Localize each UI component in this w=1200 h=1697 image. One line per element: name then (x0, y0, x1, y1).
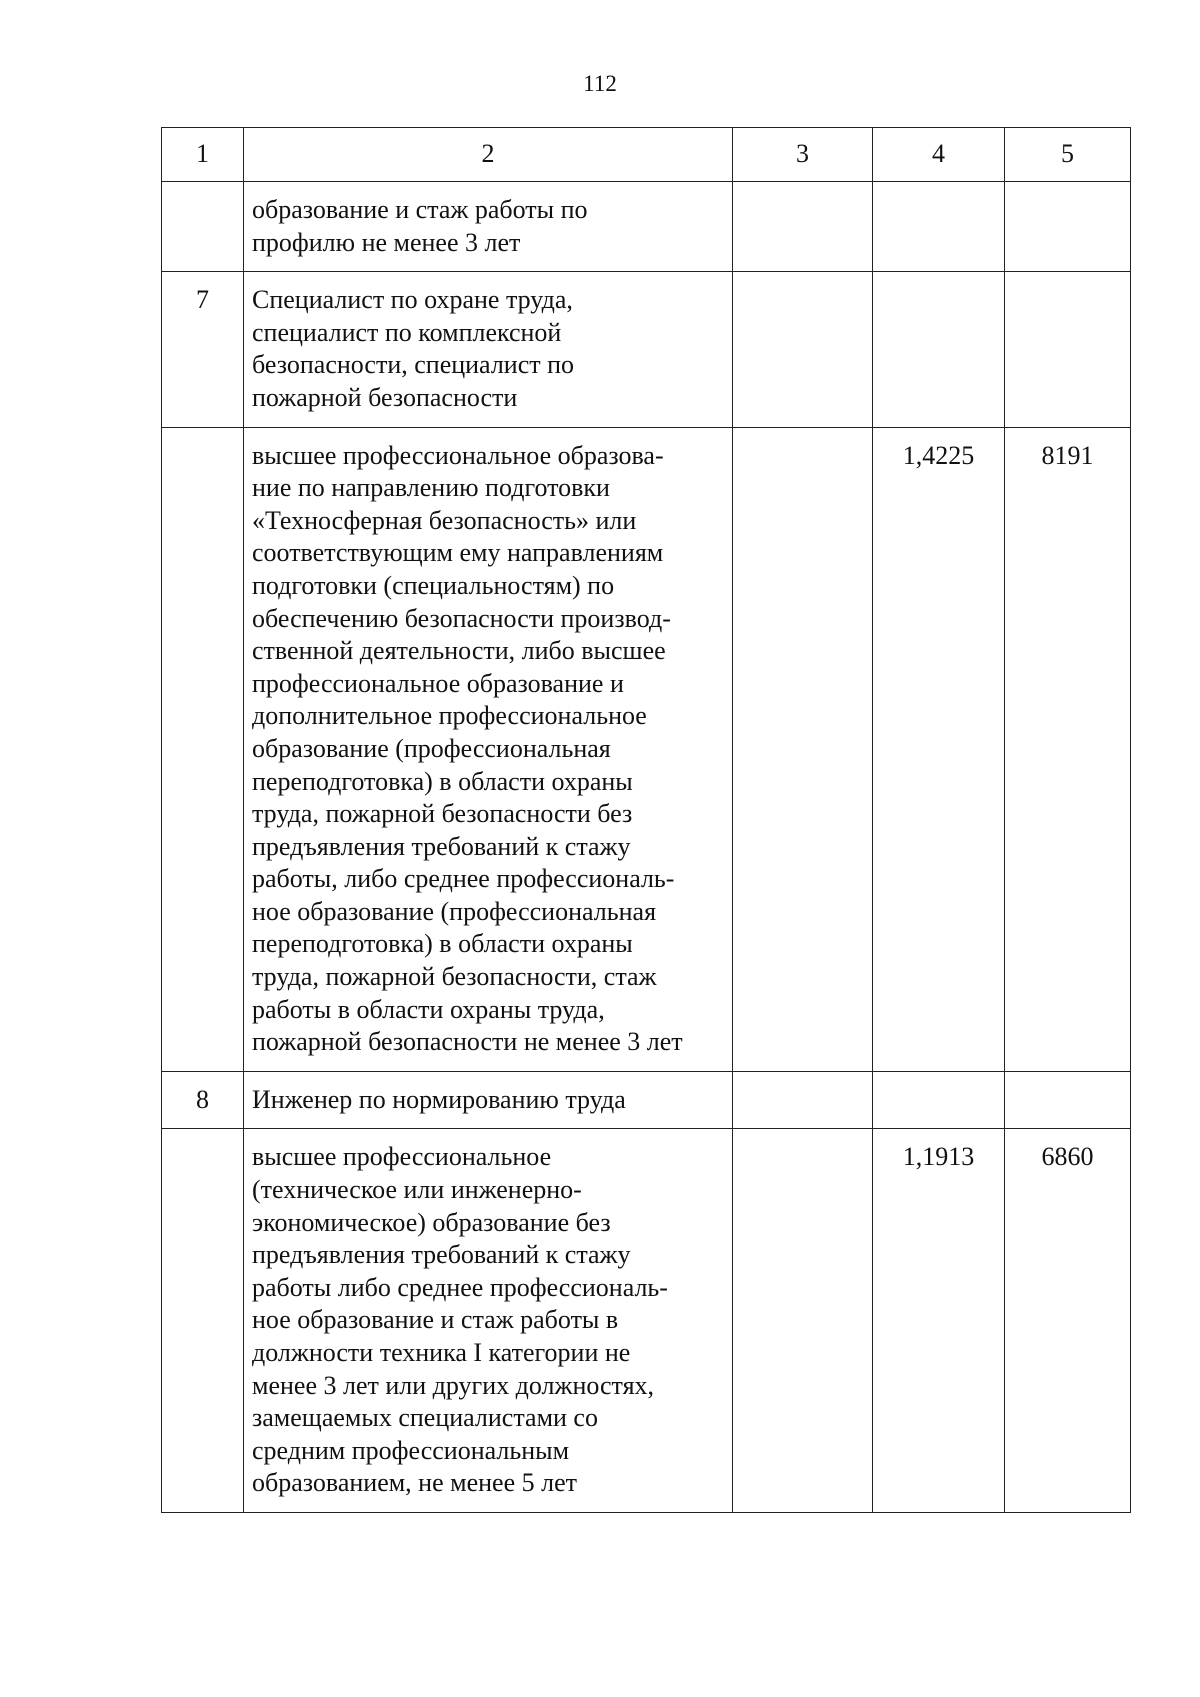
col5-cell (1005, 272, 1131, 427)
table-row (162, 182, 1131, 272)
col5-cell: 6860 (1005, 1129, 1131, 1513)
description-line: труда, пожарной безопасности, стаж (252, 962, 657, 992)
table-row (162, 1071, 1131, 1129)
description-line: работы, либо среднее профессиональ- (252, 864, 675, 894)
col4-cell (873, 272, 1005, 427)
table-row (162, 1129, 1131, 1513)
description-line: переподготовка) в области охраны (252, 929, 633, 959)
description-line: предъявления требований к стажу (252, 1240, 631, 1270)
header-col-4: 4 (873, 128, 1005, 182)
col3-cell (733, 272, 873, 427)
description-line: Специалист по охране труда, (252, 285, 573, 315)
description-line: работы либо среднее профессиональ- (252, 1272, 668, 1302)
description-line: менее 3 лет или других должностях, (252, 1370, 655, 1400)
qualification-table (161, 127, 1131, 1513)
header-col-2: 2 (244, 128, 733, 182)
col5-cell (1005, 1071, 1131, 1129)
table-row (162, 427, 1131, 1071)
col5-cell: 8191 (1005, 427, 1131, 1071)
description-cell (244, 182, 733, 272)
description-line: «Техносферная безопасность» или (252, 505, 637, 535)
description-line: образование (профессиональная (252, 733, 611, 763)
description-line: обеспечению безопасности производ- (252, 603, 671, 633)
col5-cell (1005, 182, 1131, 272)
description-line: труда, пожарной безопасности без (252, 799, 633, 829)
description-line: образование и стаж работы по (252, 195, 588, 224)
description-line: Инженер по нормированию труда (252, 1084, 626, 1114)
col4-cell (873, 1071, 1005, 1129)
description-line: ное образование (профессиональная (252, 896, 657, 926)
page-number: 112 (583, 71, 617, 96)
description-cell (244, 1071, 733, 1129)
description-line: профессиональное образование и (252, 668, 624, 698)
description-line: высшее профессиональное образова- (252, 440, 664, 470)
description-line: переподготовка) в области охраны (252, 766, 633, 796)
table-header-row (162, 128, 1131, 182)
row-number-cell (162, 1129, 244, 1513)
col3-cell (733, 182, 873, 272)
description-line: предъявления требований к стажу (252, 831, 631, 861)
row-number-cell: 8 (162, 1071, 244, 1129)
description-line: пожарной безопасности (252, 382, 518, 412)
header-col-5: 5 (1005, 128, 1131, 182)
description-line: подготовки (специальностям) по (252, 570, 615, 600)
col3-cell (733, 1129, 873, 1513)
description-line: специалист по комплексной (252, 317, 562, 347)
header-col-3: 3 (733, 128, 873, 182)
col3-cell (733, 1071, 873, 1129)
description-line: соответствующим ему направлениям (252, 538, 664, 568)
description-line: дополнительное профессиональное (252, 701, 647, 731)
description-line: средним профессиональным (252, 1435, 570, 1465)
description-cell (244, 427, 733, 1071)
description-cell (244, 272, 733, 427)
row-number-cell: 7 (162, 272, 244, 427)
description-line: ние по направлению подготовки (252, 473, 610, 503)
col4-cell: 1,1913 (873, 1129, 1005, 1513)
description-line: (техническое или инженерно- (252, 1175, 582, 1205)
description-line: ное образование и стаж работы в (252, 1305, 619, 1335)
description-line: экономическое) образование без (252, 1207, 611, 1237)
description-line: ственной деятельности, либо высшее (252, 636, 666, 666)
description-line: высшее профессиональное (252, 1142, 552, 1172)
col4-cell (873, 182, 1005, 272)
header-col-1: 1 (162, 128, 244, 182)
row-number-cell (162, 182, 244, 272)
description-line: работы в области охраны труда, (252, 994, 605, 1024)
description-line: образованием, не менее 5 лет (252, 1468, 577, 1498)
description-cell (244, 1129, 733, 1513)
description-line: пожарной безопасности не менее 3 лет (252, 1027, 683, 1057)
table-row (162, 272, 1131, 427)
row-number-cell (162, 427, 244, 1071)
description-line: замещаемых специалистами со (252, 1403, 598, 1433)
col3-cell (733, 427, 873, 1071)
col4-cell: 1,4225 (873, 427, 1005, 1071)
description-line: профилю не менее 3 лет (252, 227, 521, 257)
description-line: безопасности, специалист по (252, 350, 575, 380)
description-line: должности техника I категории не (252, 1338, 631, 1367)
